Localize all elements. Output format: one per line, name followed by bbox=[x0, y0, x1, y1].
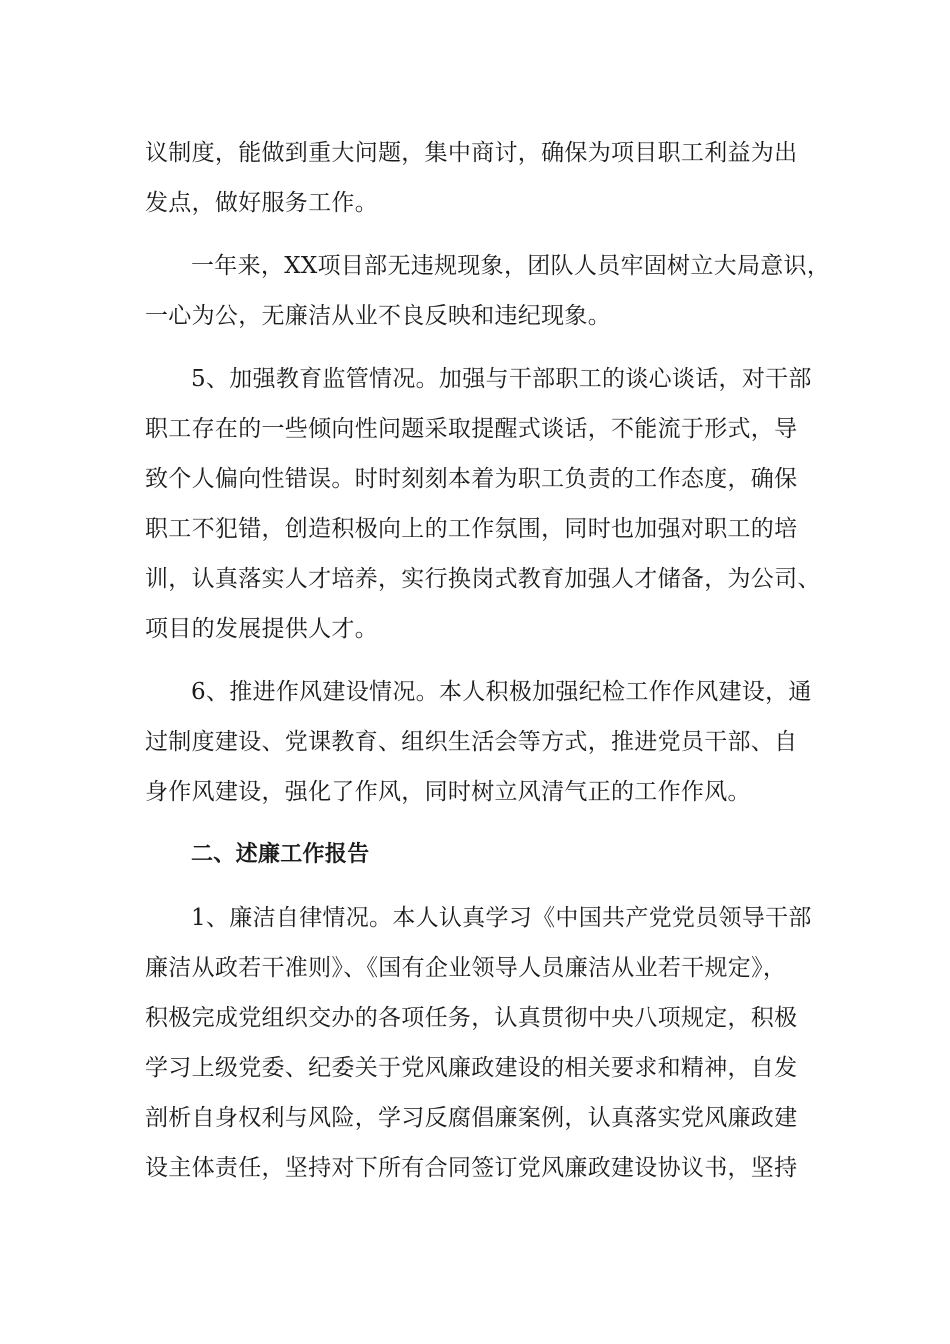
text-line: 项目的发展提供人才。 bbox=[145, 616, 378, 642]
text-line: 一年来，XX项目部无违规现象，团队人员牢固树立大局意识， bbox=[191, 253, 831, 279]
text-line: 训，认真落实人才培养，实行换岗式教育加强人才储备，为公司、 bbox=[145, 566, 821, 592]
text-line: 过制度建设、党课教育、组织生活会等方式，推进党员干部、自 bbox=[145, 729, 798, 755]
text-line: 廉洁从政若干准则》、《国有企业领导人员廉洁从业若干规定》， bbox=[145, 955, 787, 981]
text-line: 一心为公，无廉洁从业不良反映和违纪现象。 bbox=[145, 303, 611, 329]
text-line: 发点，做好服务工作。 bbox=[145, 190, 378, 216]
text-line: 身作风建设，强化了作风，同时树立风清气正的工作作风。 bbox=[145, 779, 751, 805]
paragraph-education-supervision bbox=[145, 354, 821, 654]
paragraph-continuation bbox=[145, 128, 810, 228]
text-line: 议制度，能做到重大问题，集中商讨，确保为项目职工利益为出 bbox=[145, 140, 798, 166]
paragraph-integrity bbox=[145, 893, 810, 1193]
text-line: 设主体责任，坚持对下所有合同签订党风廉政建设协议书，坚持 bbox=[145, 1155, 798, 1181]
paragraph-work-style bbox=[145, 667, 810, 817]
text-line: 积极完成党组织交办的各项任务，认真贯彻中央八项规定，积极 bbox=[145, 1005, 798, 1031]
text-line: 职工存在的一些倾向性问题采取提醒式谈话，不能流于形式，导 bbox=[145, 416, 798, 442]
text-line: 1、廉洁自律情况。本人认真学习《中国共产党党员领导干部 bbox=[191, 905, 812, 931]
text-line: 6、推进作风建设情况。本人积极加强纪检工作作风建设，通 bbox=[191, 679, 812, 705]
document-body bbox=[145, 128, 831, 1193]
text-line: 致个人偏向性错误。时时刻刻本着为职工负责的工作态度，确保 bbox=[145, 466, 798, 492]
text-line: 5、加强教育监管情况。加强与干部职工的谈心谈话，对干部 bbox=[191, 366, 812, 392]
text-line: 职工不犯错，创造积极向上的工作氛围，同时也加强对职工的培 bbox=[145, 516, 798, 542]
text-line: 剖析自身权利与风险，学习反腐倡廉案例，认真落实党风廉政建 bbox=[145, 1105, 798, 1131]
paragraph-summary bbox=[145, 241, 831, 341]
heading-text: 二、述廉工作报告 bbox=[191, 842, 370, 867]
text-line: 学习上级党委、纪委关于党风廉政建设的相关要求和精神，自发 bbox=[145, 1055, 798, 1081]
section-heading bbox=[145, 830, 810, 880]
